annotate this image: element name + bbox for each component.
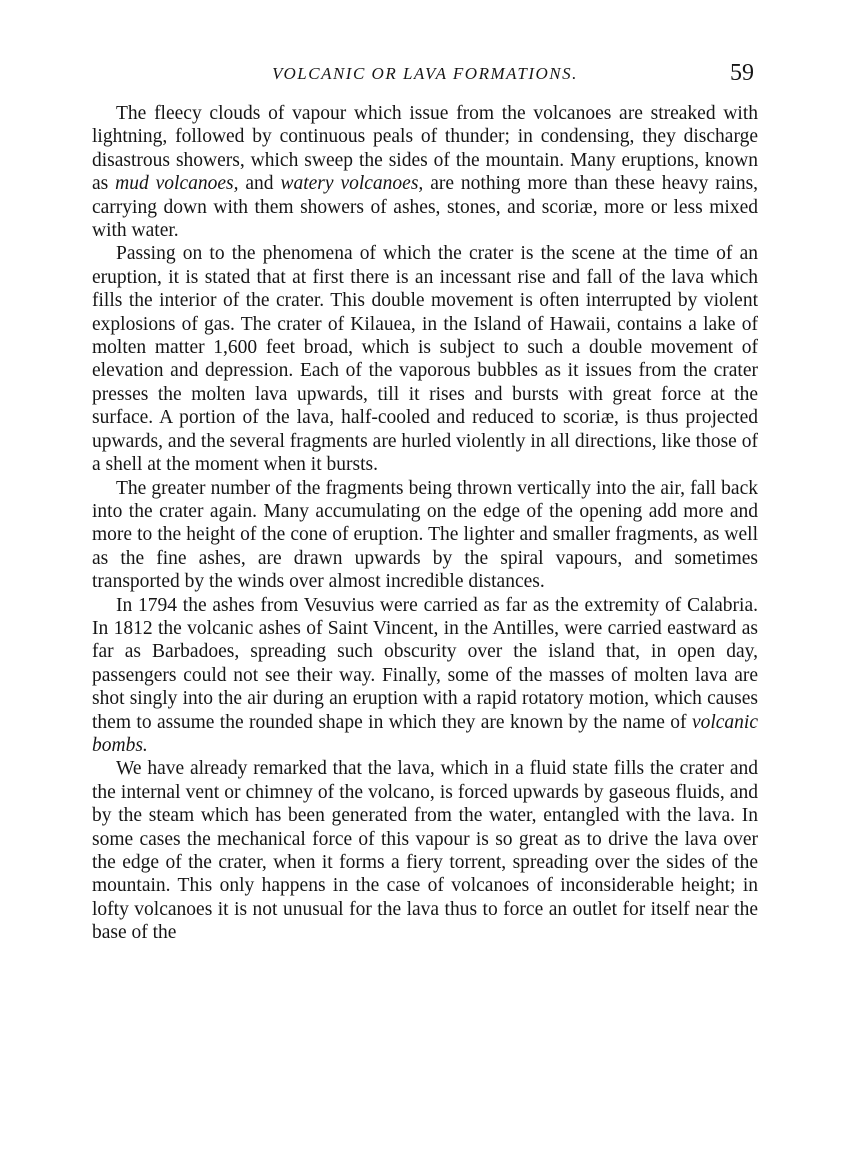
text-run: Passing on to the phenomena of which the crater is the scene at the time of an eruption, it is stated that at first there is an incessant rise and fall of the lava which fills the interior of the crater. This double movement is often interrupted by violent explosions of gas. The crater of Kilauea, in the Island of Hawaii, contains a lake of molten matter 1,600 feet broad, which is subject to such a double movement of elevation and depression. Each of the vaporous bubbles as it issues from the crater presses the molten lava upwards, till it rises and bursts with great force at the surface. A portion of the lava, half-cooled and reduced to scoriæ, is thus projected upwards, and the several fragments are hurled violently in all directions, like those of a shell at the moment when it bursts. [92,243,758,476]
paragraph [92,757,758,944]
italic-term: mud volcanoes, [115,173,239,195]
italic-term: volcanic bombs. [92,711,758,756]
paragraph [92,242,758,476]
paragraph [92,594,758,758]
paragraph [92,102,758,242]
text-run: and [238,173,281,195]
body-text [92,102,758,945]
paragraph [92,477,758,594]
text-run: We have already remarked that the lava, which in a fluid state fills the crater and the internal vent or chimney of the volcano, is forced upwards by gaseous fluids, and by the steam which has been generated from the water, entangled with the lava. In some cases the mechanical force of this vapour is so great as to drive the lava over the edge of the crater, when it forms a fiery torrent, spreading over the sides of the mountain. This only happens in the case of volcanoes of inconsiderable height; in lofty volcanoes it is not unusual for the lava thus to force an outlet for itself near the base of the [92,758,758,944]
page-number: 59 [730,60,754,86]
text-run: The greater number of the fragments being thrown vertically into the air, fall back into the crater again. Many accumulating on the edge of the opening add more and more to the height of the cone of eruption. The lighter and smaller fragments, as well as the fine ashes, are drawn upwards by the spiral vapours, and sometimes transported by the winds over almost incredible distances. [92,477,758,593]
text-run: The fleecy clouds of vapour which issue from the volcanoes are streaked with lightning, followed by continuous peals of thunder; in condensing, they discharge disastrous showers, which sweep the sides of the mountain. Many eruptions, known as [92,103,758,195]
running-head: VOLCANIC OR LAVA FORMATIONS. [272,64,578,83]
book-page [92,58,758,945]
italic-term: watery volcanoes, [280,173,424,195]
page-header [92,58,758,102]
text-run: are nothing more than these heavy rains, carrying down with them showers of ashes, stones, and scoriæ, more or less mixed with water. [92,173,759,242]
text-run: In 1794 the ashes from Vesuvius were carried as far as the extremity of Calabria. In 1812 the volcanic ashes of Saint Vincent, in the Antilles, were carried eastward as far as Barbadoes, spreading such obscurity over the island that, in open day, passengers could not see their way. Finally, some of the masses of molten lava are shot singly into the air during an eruption with a rapid rotatory motion, which causes them to assume the rounded shape in which they are known by the name of [92,594,758,733]
